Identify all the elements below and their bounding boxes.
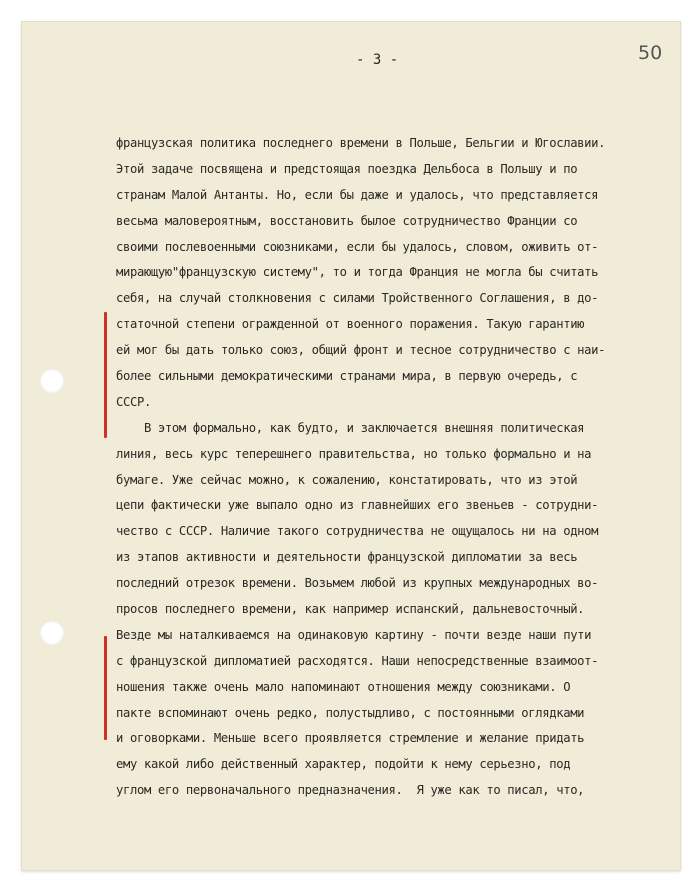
typewritten-text [116,131,676,804]
text-line: бумаге. Уже сейчас можно, к сожалению, констатировать, что из этой [116,472,578,487]
text-line: своими послевоенными союзниками, если бы удалось, словом, оживить от- [116,239,599,254]
text-line: ношения также очень мало напоминают отношения между союзниками. О [116,679,571,694]
punch-hole [40,369,64,393]
text-line: ей мог бы дать только союз, общий фронт и тесное сотрудничество с наи- [116,343,606,358]
text-line: мирающую"французскую систему", то и тогда Франция не могла бы считать [116,265,599,280]
text-line: из этапов активности и деятельности французской дипломатии за весь [116,550,578,565]
page-number: - 3 - [356,52,399,68]
archive-folio-number: 50 [638,42,663,64]
text-line: себя, на случай столкновения с силами Тройственного Соглашения, в до- [116,291,599,306]
text-line: В этом формально, как будто, и заключается внешняя политическая [116,420,585,435]
text-line: пакте вспоминают очень редко, полустыдливо, с постоянными оглядками [116,705,585,720]
text-line: чество с СССР. Наличие такого сотрудничества не ощущалось ни на одном [116,524,599,539]
text-line: Везде мы наталкиваемся на одинаковую картину - почти везде наши пути [116,627,592,642]
text-line: Этой задаче посвящена и предстоящая поездка Дельбоса в Польшу и по [116,161,578,176]
text-line: цепи фактически уже выпало одно из главнейших его звеньев - сотрудни- [116,498,599,513]
text-line: линия, весь курс теперешнего правительства, но только формально и на [116,446,592,461]
text-line: последний отрезок времени. Возьмем любой из крупных международных во- [116,576,599,591]
text-line: с французской дипломатией расходятся. Наши непосредственные взаимоот- [116,653,599,668]
text-line: просов последнего времени, как например испанский, дальневосточный. [116,602,585,617]
text-line: ему какой либо действенный характер, подойти к нему серьезно, под [116,757,571,772]
text-line: статочной степени огражденной от военного поражения. Такую гарантию [116,317,585,332]
text-line: более сильными демократическими странами мира, в первую очередь, с [116,369,578,384]
red-margin-mark [104,312,107,438]
text-line: СССР. [116,394,151,409]
punch-hole [40,621,64,645]
text-line: углом его первоначального предназначения. Я уже как то писал, что, [116,783,585,798]
text-line: странам Малой Антанты. Но, если бы даже и удалось, что представляется [116,187,599,202]
red-margin-mark [104,636,107,740]
text-line: весьма маловероятным, восстановить былое сотрудничество Франции со [116,213,578,228]
text-line: и оговорками. Меньше всего проявляется стремление и желание придать [116,731,585,746]
text-line: французская политика последнего времени в Польше, Бельгии и Югославии. [116,136,606,150]
